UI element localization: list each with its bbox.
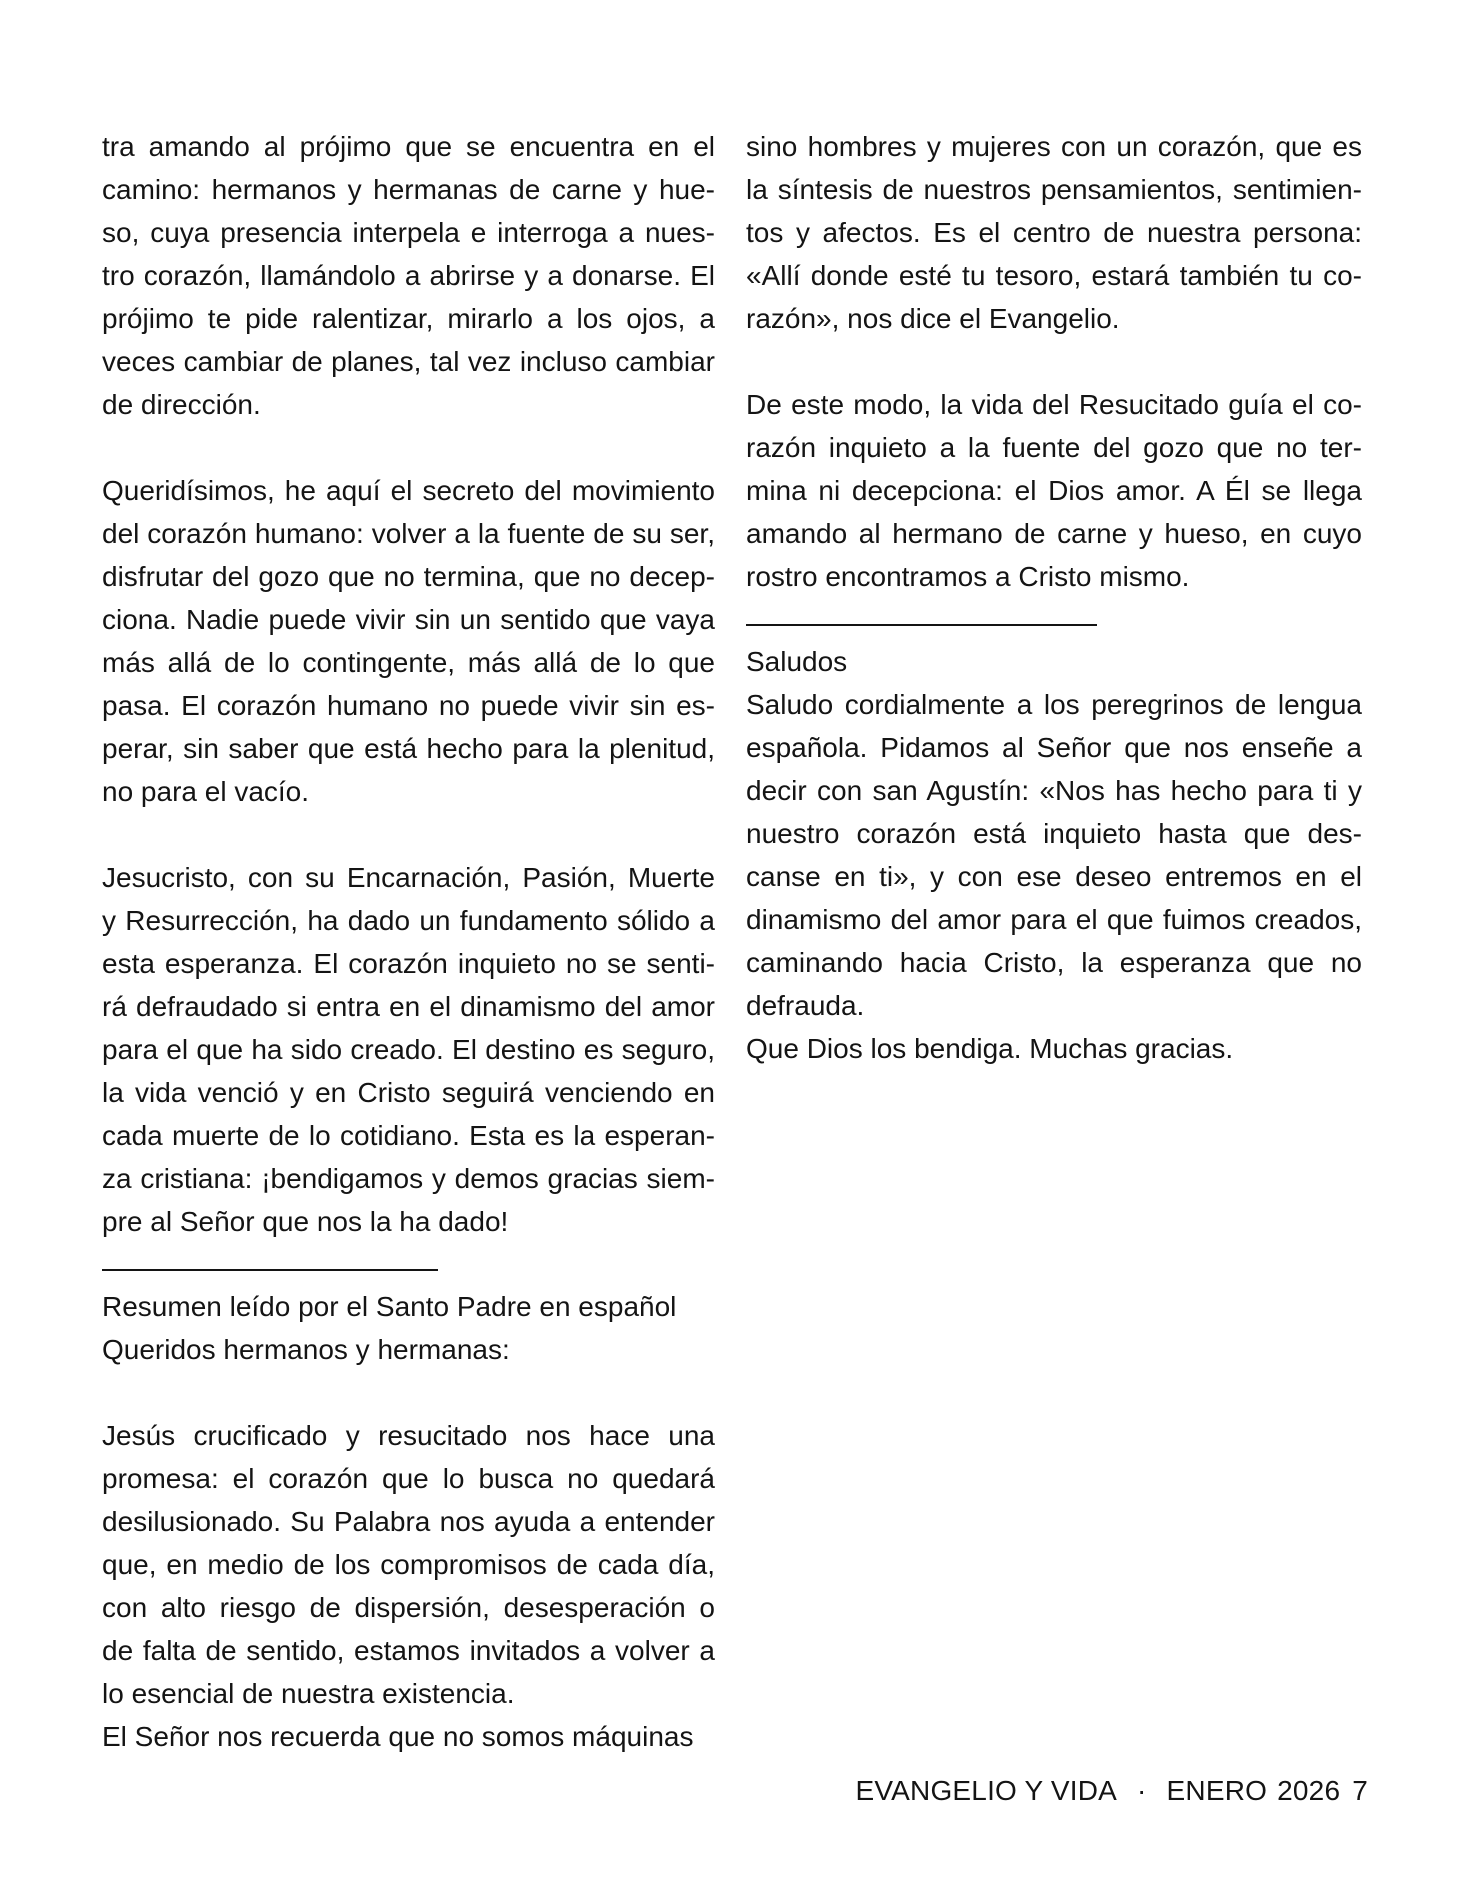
paragraph: sino hombres y mujeres con un corazón, que es la síntesis de nuestros pensamientos, sentimientos y afectos. Es el centro de nuestra persona: «Allí donde esté tu tesoro, estará también tu corazón», nos dice el Evangelio. (746, 131, 1362, 334)
paragraph: Jesús crucificado y resucitado nos hace una promesa: el corazón que lo busca no quedará desilusionado. Su Palabra nos ayuda a entender que, en medio de los compromisos de cada día, con alto riesgo de dispersión, desesperación o de falta de sentido, estamos invitados a volver a lo esencial de nuestra existencia. (102, 1420, 715, 1709)
paragraph: Jesucristo, con su Encarnación, Pasión, Muerte y Resurrección, ha dado un fundamento sólido a esta esperanza. El corazón inquieto no se sentirá defraudado si entra en el dinamismo del amor para el que ha sido creado. El destino es seguro, la vida venció y en Cristo seguirá venciendo en cada muerte de lo cotidiano. Esta es la esperanza cristiana: ¡bendigamos y demos gracias siempre al Señor que nos la ha dado! (102, 862, 715, 1237)
saludos-heading: Saludos (746, 646, 848, 677)
issue-month: ENERO (1166, 1775, 1268, 1806)
greeting: Queridos hermanos y hermanas: (102, 1334, 510, 1365)
paragraph: Saludo cordialmente a los peregrinos de lengua española. Pidamos al Señor que nos enseñe a decir con san Agustín: «Nos has hecho para ti y nuestro corazón está inquieto hasta que descanse en ti», y con ese deseo entremos en el dinamismo del amor para el que fuimos creados, caminando hacia Cristo, la esperanza que no defrauda. (746, 689, 1362, 1021)
paragraph: El Señor nos recuerda que no somos máquinas (102, 1721, 694, 1752)
left-column (102, 125, 715, 1758)
paragraph-gap (102, 813, 715, 856)
paragraph-gap (102, 1371, 715, 1414)
paragraph: Queridísimos, he aquí el secreto del movimiento del corazón humano: volver a la fuente de su ser, disfrutar del gozo que no termina, que no decepciona. Nadie puede vivir sin un sentido que vaya más allá de lo contingente, más allá de lo que pasa. El corazón humano no puede vivir sin esperar, sin saber que está hecho para la plenitud, no para el vacío. (102, 475, 715, 807)
closing-line: Que Dios los bendiga. Muchas gracias. (746, 1033, 1234, 1064)
section-divider (746, 624, 1097, 626)
paragraph-gap (746, 340, 1362, 383)
publication-name: EVANGELIO Y VIDA (855, 1775, 1118, 1806)
page-number: 7 (1352, 1775, 1368, 1806)
footer-separator: · (1137, 1775, 1147, 1806)
issue-year: 2026 (1277, 1775, 1341, 1806)
paragraph: De este modo, la vida del Resucitado guía el corazón inquieto a la fuente del gozo que no termina ni decepciona: el Dios amor. A Él se llega amando al hermano de carne y hueso, en cuyo rostro encontramos a Cristo mismo. (746, 389, 1362, 592)
page-footer (855, 1773, 1368, 1809)
paragraph: tra amando al prójimo que se encuentra en el camino: hermanos y hermanas de carne y hueso, cuya presencia interpela e interroga a nuestro corazón, llamándolo a abrirse y a donarse. El prójimo te pide ralentizar, mirarlo a los ojos, a veces cambiar de planes, tal vez incluso cambiar de dirección. (102, 131, 715, 420)
summary-heading: Resumen leído por el Santo Padre en español (102, 1291, 677, 1322)
right-column (746, 125, 1362, 1070)
section-divider (102, 1269, 438, 1271)
paragraph-gap (102, 426, 715, 469)
